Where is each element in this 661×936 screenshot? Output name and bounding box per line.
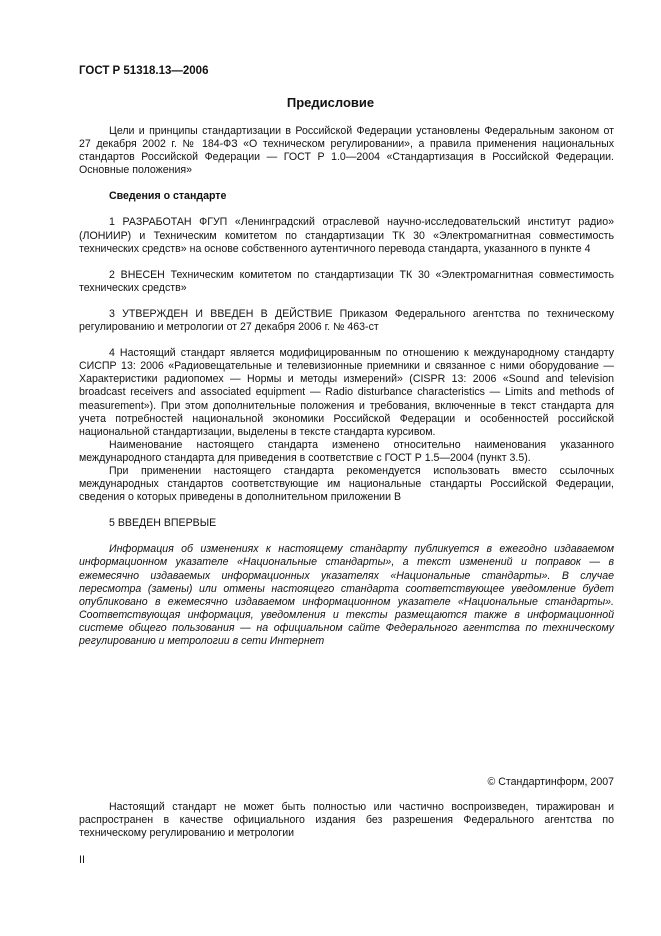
item-3: 3 УТВЕРЖДЕН И ВВЕДЕН В ДЕЙСТВИЕ Приказом Федерального агентства по техническому регулированию и метрологии от 27 декабря 2006 г. № 463-ст (79, 307, 614, 334)
footer-notice-text: Настоящий стандарт не может быть полностью или частично воспроизведен, тиражирован и распространен в качестве официального издания без разрешения Федерального агентства по техническому регулированию и метрологии (79, 801, 614, 840)
changes-notice: Информация об изменениях к настоящему стандарту публикуется в ежегодно издаваемом информационном указателе «Национальные стандарты», а текст изменений и поправок — в ежемесячно издаваемых информационных указателях «Национальные стандарты». В случае пересмотра (замены) или отмены настоящего стандарта соответствующее уведомление будет опубликовано в ежемесячно издаваемом информационном указателе «Национальные стандарты». Соответствующая информация, уведомления и тексты размещаются также в информационной системе общего пользования — на официальном сайте Федерального агентства по техническому регулированию и метрологии в сети Интернет (79, 543, 614, 647)
page-number: II (79, 854, 85, 866)
info-heading: Сведения о стандарте (109, 190, 227, 203)
document-body (79, 125, 614, 648)
item-2: 2 ВНЕСЕН Техническим комитетом по стандартизации ТК 30 «Электромагнитная совместимость технических средств» (79, 268, 614, 294)
item-4: 4 Настоящий стандарт является модифицированным по отношению к международному стандарту СИСПР 13: 2006 «Радиовещательные и телевизионные приемники и связанное с ними оборудование — Характеристики радиопомех — Нормы и методы измерений» (CISPR 13: 2006 «Sound and television broadcast receivers and associated equipment — Radio disturbance characteristics — Limits and methods of measurement»). При этом дополнительные положения и требования, включенные в текст стандарта для учета потребностей национальной экономики Российской Федерации и особенностей российской национальной стандартизации, выделены в тексте стандарта курсивом. (79, 347, 614, 438)
item-4-references-note: При применении настоящего стандарта рекомендуется использовать вместо ссылочных международных стандартов соответствующие им национальные стандарты Российской Федерации, сведения о которых приведены в дополнительном приложении В (79, 464, 614, 504)
copyright: © Стандартинформ, 2007 (487, 776, 614, 788)
item-1: 1 РАЗРАБОТАН ФГУП «Ленинградский отраслевой научно-исследовательский институт радио» (ЛОНИИР) и Техническим комитетом по стандартизации ТК 30 «Электромагнитная совместимость технических средств» на основе собственного аутентичного перевода стандарта, указанного в пункте 4 (79, 216, 614, 255)
standard-code-header: ГОСТ Р 51318.13—2006 (79, 65, 209, 77)
page-title: Предисловие (286, 95, 375, 110)
intro-paragraph: Цели и принципы стандартизации в Российской Федерации установлены Федеральным законом от 27 декабря 2002 г. № 184-ФЗ «О техническом регулировании», а правила применения национальных стандартов Российской Федерации — ГОСТ Р 1.0—2004 «Стандартизация в Российской Федерации. Основные положения» (79, 125, 614, 177)
footer-notice (79, 801, 614, 840)
item-5: 5 ВВЕДЕН ВПЕРВЫЕ (109, 517, 217, 530)
item-4-name-note: Наименование настоящего стандарта изменено относительно наименования указанного международного стандарта для приведения в соответствие с ГОСТ Р 1.5—2004 (пункт 3.5). (79, 438, 614, 464)
